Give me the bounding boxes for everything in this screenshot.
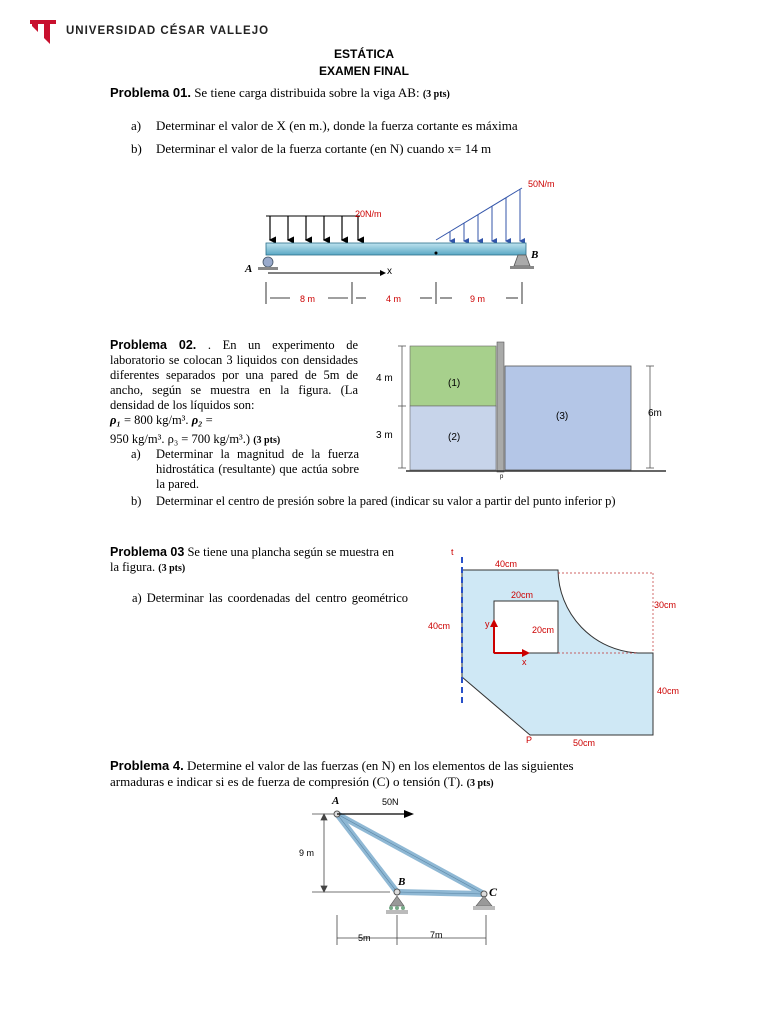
problem-2-a-marker: a)	[131, 447, 141, 461]
height-4m-label: 4 m	[376, 373, 393, 384]
support-b-truss	[386, 896, 408, 914]
x-axis	[268, 270, 386, 276]
university-name: UNIVERSIDAD CÉSAR VALLEJO	[66, 25, 270, 37]
point-p-plate-label: P	[526, 735, 533, 745]
force-arrow	[337, 810, 414, 818]
problem-2-a: Determinar la magnitud de la fuerza hidrostática (resultante) que actúa sobre la pared.	[156, 447, 359, 491]
course-title: ESTÁTICA	[334, 47, 394, 61]
point-a-label: A	[245, 263, 253, 275]
support-a	[258, 257, 278, 270]
point-b-label: B	[531, 249, 539, 261]
problem-1-label: Problema 01.	[110, 85, 191, 100]
dim-right-30cm: 30cm	[654, 600, 677, 610]
problem-1-statement: Problema 01. Se tiene carga distribuida sobre la viga AB: (3 pts)	[110, 85, 450, 100]
liquid-1-label: (1)	[448, 378, 461, 389]
wall	[497, 342, 504, 472]
truss-c-label: C	[489, 885, 498, 899]
beam-x-label: x	[387, 266, 392, 277]
dim-square-20cm: 20cm	[511, 590, 534, 600]
axis-t-label: t	[451, 547, 454, 557]
dim-left-40cm: 40cm	[428, 621, 451, 631]
height-9m-label: 9 m	[299, 848, 315, 858]
point-p-label: p	[500, 474, 504, 480]
axis-y-label: y	[485, 619, 490, 629]
triangular-load	[436, 188, 522, 241]
dim-8m: 8 m	[300, 294, 316, 304]
problem-2-b-marker: b)	[131, 494, 142, 508]
liquid-3-label: (3)	[556, 411, 569, 422]
dim-9m: 9 m	[470, 294, 486, 304]
liquids-figure	[370, 340, 670, 480]
problem-1-a-marker: a)	[131, 118, 142, 133]
problem-3-a: a) Determinar las coordenadas del centro geométrico	[132, 591, 408, 605]
load-50-label: 50N/m	[528, 179, 555, 189]
problem-4-statement: Problema 4. Determine el valor de las fuerzas (en N) en los elementos de las siguientes armaduras e indicar si es de fuerza de compresión (C) o tensión (T). (3 pts)	[110, 758, 574, 789]
liquid-1	[410, 346, 496, 406]
force-50n-label: 50N	[382, 797, 399, 807]
truss-figure	[290, 800, 520, 950]
uniform-load	[266, 216, 360, 240]
height-3m-label: 3 m	[376, 430, 393, 441]
dim-top-40cm: 40cm	[495, 559, 518, 569]
university-shield-icon	[28, 18, 58, 46]
load-20-label: 20N/m	[355, 209, 382, 219]
dim-7m-label: 7m	[430, 930, 443, 940]
problem-2-b: Determinar el centro de presión sobre la pared (indicar su valor a partir del punto inferior p)	[156, 494, 616, 508]
university-logo	[28, 18, 58, 46]
dim-5m-label: 5m	[358, 933, 371, 943]
problem-1-b: Determinar el valor de la fuerza cortante (en N) cuando x= 14 m	[156, 141, 492, 156]
dim-right-40cm: 40cm	[657, 686, 680, 696]
dim-bottom-50cm: 50cm	[573, 738, 596, 748]
liquid-2-label: (2)	[448, 432, 461, 443]
truss-b-label: B	[398, 876, 406, 888]
problem-2-rho-line: 950 kg/m³. ρ₃ = 700 kg/m³.) (3 pts)	[110, 432, 281, 446]
beam	[266, 243, 526, 255]
axis-x-label: x	[522, 657, 527, 667]
dim-4m: 4 m	[386, 294, 402, 304]
height-6m-label: 6m	[648, 408, 662, 419]
problem-1-b-marker: b)	[131, 141, 142, 156]
exam-title: EXAMEN FINAL	[319, 64, 409, 78]
truss-a-label: A	[332, 795, 340, 807]
dim-square-20cm-side: 20cm	[532, 625, 555, 635]
plate-figure	[420, 545, 688, 750]
problem-1-a: Determinar el valor de X (en m.), donde la fuerza cortante es máxima	[156, 118, 518, 133]
problem-2-statement: Problema 02. . En un experimento de laboratorio se colocan 3 liquidos con densidades diferentes separados por una pared de 5m de ancho, según se muestra en la figura. (La densidad de los líquidos son: ρ₁ = 800 kg/m³. ρ₂ =	[110, 338, 358, 427]
problem-3-statement: Problema 03 Se tiene una plancha según se muestra en la figura. (3 pts)	[110, 545, 394, 574]
